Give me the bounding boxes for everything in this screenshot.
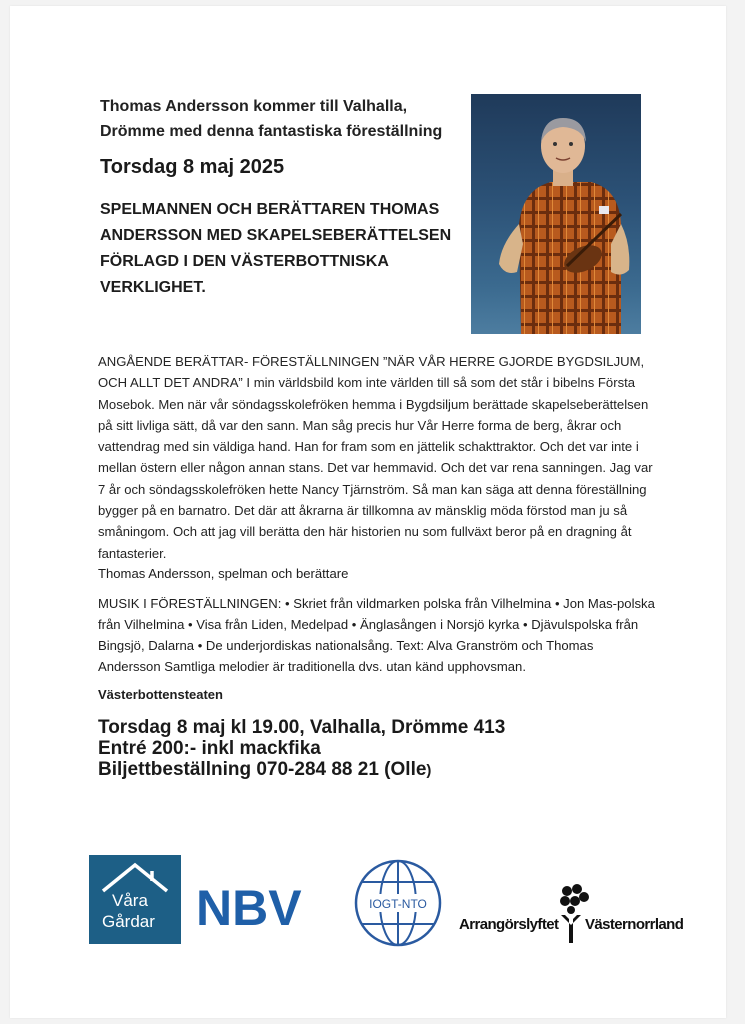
story-paragraph: ANGÅENDE BERÄTTAR- FÖRESTÄLLNINGEN ”NÄR VÅR HERRE GJORDE BYGDSILJUM, OCH ALLT DET ANDRA” I min världsbild kom inte världen till så som det står i bibelns Första Mosebok. Men när vår söndagsskolefröken hemma i Bygdsiljum berättade skapelseberättelsen på sitt livliga sätt, då var den sann. Man såg precis hur Vår Herre forma de berg, åkrar och vattendrag med sin väldiga hand. Han for fram som en jättelik schakttraktor. Och det var inte i mellan östern eller någon annan stans. Det var hemmavid. Och det var rena sanningen. Jag var 7 år och söndagsskolefröken hette Nancy Tjärnström. Så man kan säga att denna föreställning bygger på en barnatro. Det där att åkrarna är tillkomna av mänsklig möda förstod man ju så småningom. Och att jag vill berätta den här historien nu som fullväxt beror på en dragning åt fantasterier. [98,354,653,561]
vara-label: Våra [112,891,148,910]
header-block [100,94,460,301]
vara-gardar-logo [89,855,181,944]
tree-figure-icon [557,883,591,943]
event-entry-price: Entré 200:- inkl mackfika [98,738,321,759]
arrangorslyftet-label: Arrangörslyftet [459,916,559,933]
performer-photo [471,94,641,334]
iogt-nto-label: IOGT-NTO [369,897,427,911]
globe-icon [353,858,443,948]
gardar-label: Gårdar [102,912,155,931]
ticket-booking-line [98,759,505,781]
ticket-booking-text: Biljettbeställning 070-284 88 21 (Olle [98,759,427,780]
nbv-wordmark [196,884,326,928]
ticket-booking-suffix: ) [426,762,432,779]
signature-line: Thomas Andersson, spelman och berättare [98,566,349,581]
music-list: MUSIK I FÖRESTÄLLNINGEN: • Skriet från vildmarken polska från Vilhelmina • Jon Mas-polska från Vilhelmina • Visa från Liden, Medelpad • Änglasången i Norsjö kyrka • Djävulspolska från Bingsjö, Dalarna • De underjordiskas nationalsång. Text: Alva Granström och Thomas Andersson Samtliga melodier är traditionella dvs. utan känd upphovsman. [98,596,655,674]
performer-illustration [471,94,641,334]
show-subheading: SPELMANNEN OCH BERÄTTAREN THOMAS ANDERSSON MED SKAPELSEBERÄTTELSEN FÖRLAGD I DEN VÄSTERBOTTNISKA VERKLIGHET. [100,201,452,296]
nbv-letters: NBV [196,884,302,928]
intro-text: Thomas Andersson kommer till Valhalla, Drömme med denna fantastiska föreställning [100,98,443,140]
house-roof-icon [89,855,181,895]
arrangorslyftet-logo [459,885,689,945]
event-time-place: Torsdag 8 maj kl 19.00, Valhalla, Drömme 413 [98,717,506,738]
event-details [98,717,505,781]
vasternorrland-label: Västernorrland [585,916,684,933]
organizer-name: Västerbottensteaten [98,687,223,702]
nbv-logo [196,884,326,933]
iogt-nto-logo [353,858,443,953]
poster-page [10,6,726,1018]
event-date-heading: Torsdag 8 maj 2025 [100,156,285,178]
